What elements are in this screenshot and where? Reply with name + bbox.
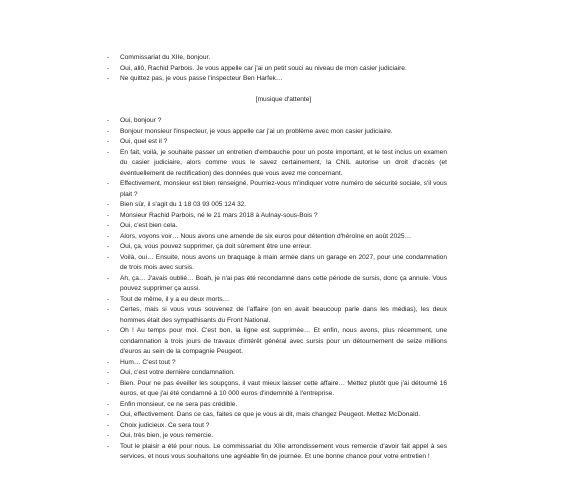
list-dash: - — [107, 306, 110, 313]
dialogue-text: En fait, voilà, je souhaite passer un entretien d'embauche pour un poste important, et le test inclus un examen du casier judiciaire, alors comme vous le savez certainement, la CNIL autorise un droit d'accès (et éventuellement de rectification) des données que vous avez me concernant. — [120, 148, 447, 177]
dialogue-line — [107, 148, 447, 180]
list-dash: - — [107, 75, 110, 82]
list-dash: - — [107, 421, 110, 429]
list-dash: - — [107, 222, 110, 229]
dialogue-text: Oui, ça, vous pouvez supprimer, ça doit sûrement être une erreur. — [120, 243, 312, 250]
dialogue-text: Tout le plaisir a été pour nous. Le commissariat du XIIe arrondissement vous remercie d'avoir fait appel à ses services, et nous vous souhaitons une agréable fin de journée. Et une bonne chance pour votre entretien ! — [120, 442, 447, 460]
dialogue-text: Oui, bonjour ? — [120, 117, 162, 124]
dialogue-line — [107, 242, 447, 253]
dialogue-text: Bien sûr, il s'agit du 1 18 03 93 005 124 32. — [120, 201, 247, 208]
dialogue-line — [107, 358, 447, 369]
dialogue-text: Monsieur Rachid Parbois, né le 21 mars 2018 à Aulnay-sous-Bois ? — [120, 211, 318, 219]
dialogue-line — [107, 179, 447, 200]
dialogue-line — [107, 232, 447, 243]
dialogue-text: Oh ! Au temps pour moi. C'est bon, la ligne est supprimée… Et enfin, nous avons, plus récemment, une condamnation à trois jours de travaux d'intérêt général avec sursis pour un détournement de seize millions d'euros au sein de la compagnie Peugeot. — [120, 327, 447, 355]
list-dash: - — [107, 358, 110, 366]
dialogue-line — [107, 442, 447, 463]
list-dash: - — [107, 400, 110, 408]
list-dash: - — [107, 232, 110, 240]
dialogue-text: Ne quittez pas, je vous passe l'inspecteur Ben Harfek… — [120, 75, 283, 82]
dialogue-line — [107, 431, 447, 442]
dialogue-text: Oui, c'est votre dernière condamnation. — [120, 369, 235, 376]
list-dash: - — [107, 127, 110, 135]
dialogue-line — [107, 295, 447, 306]
dialogue-text: Alors, voyons voir… Nous avons une amende de six euros pour détention d'héroïne en août 2025… — [120, 232, 412, 240]
dialogue-text: Ah, ça… J'avais oublié… Boah, je n'ai pas été recondamné dans cette période de sursis, donc ça annule. Vous pouvez supprimer ça aussi. — [120, 274, 447, 292]
dialogue-text: Oui, c'est bien cela. — [120, 222, 178, 229]
list-dash: - — [107, 442, 110, 450]
list-dash: - — [107, 253, 110, 261]
dialogue-line — [107, 127, 447, 138]
dialogue-text: Effectivement, monsieur est bien renseigné. Pourriez-vous m'indiquer votre numéro de sécurité sociale, s'il vous plait ? — [120, 180, 447, 198]
dialogue-text: Oui, effectivement. Dans ce cas, faites ce que je vous ai dit, mais changez Peugeot. Mettez McDonald. — [120, 411, 421, 418]
dialogue-text: Bien. Pour ne pas éveiller les soupçons, il vaut mieux laisser cette affaire… Mettez plutôt que j'ai détourné 16 euros, et que j'ai été condamné à 10 000 euros d'indemnité à l'entreprise. — [120, 379, 447, 397]
dialogue-line — [107, 400, 447, 411]
dialogue-line — [107, 221, 447, 232]
list-dash: - — [107, 54, 110, 61]
dialogue-line — [107, 200, 447, 211]
dialogue-text: Tout de même, il y a eu deux morts… — [120, 295, 230, 303]
list-dash: - — [107, 138, 110, 145]
dialogue-line — [107, 421, 447, 432]
dialogue-line — [107, 379, 447, 400]
dialogue-line — [107, 274, 447, 295]
list-dash: - — [107, 411, 110, 418]
list-dash: - — [107, 117, 110, 124]
dialogue-text: Oui, très bien, je vous remercie. — [120, 432, 214, 439]
list-dash: - — [107, 148, 110, 156]
dialogue-text: Commissariat du XIIe, bonjour. — [120, 54, 211, 61]
dialogue-text: Voilà, oui… Ensuite, nous avons un braquage à main armée dans un garage en 2027, pour une condamnation de trois mois avec sursis. — [120, 253, 447, 271]
list-dash: - — [107, 432, 110, 439]
dialogue-block-2 — [107, 116, 447, 463]
list-dash: - — [107, 295, 110, 303]
dialogue-line — [107, 116, 447, 127]
list-dash: - — [107, 379, 110, 387]
dialogue-line — [107, 253, 447, 274]
list-dash: - — [107, 211, 110, 219]
dialogue-line — [107, 137, 447, 148]
dialogue-text: Oui, quel est il ? — [120, 138, 168, 145]
list-dash: - — [107, 64, 110, 72]
dialogue-line — [107, 410, 447, 421]
dialogue-line — [107, 368, 447, 379]
dialogue-text: Bonjour monsieur l'inspecteur, je vous appelle car j'ai un problème avec mon casier judiciaire. — [120, 127, 393, 135]
dialogue-line — [107, 64, 447, 75]
list-dash: - — [107, 243, 110, 250]
dialogue-text: Hum… C'est tout ? — [120, 358, 176, 366]
list-dash: - — [107, 327, 110, 334]
dialogue-block-1 — [107, 53, 447, 85]
dialogue-line — [107, 74, 447, 85]
list-dash: - — [107, 274, 110, 282]
spacer — [107, 106, 447, 117]
list-dash: - — [107, 369, 110, 376]
dialogue-text: Enfin monsieur, ce ne sera pas crédible. — [120, 400, 238, 408]
list-dash: - — [107, 201, 110, 208]
spacer — [107, 85, 447, 96]
dialogue-text: Choix judicieux. Ce sera tout ? — [120, 421, 210, 429]
dialogue-line — [107, 305, 447, 326]
dialogue-text: Oui, allô, Rachid Parbois. Je vous appelle car j'ai un petit souci au niveau de mon casier judiciaire. — [120, 64, 407, 72]
dialogue-text: Certes, mais si vous vous souvenez de l'affaire (on en avait beaucoup parle dans les médias), les deux hommes était des sympathisants du Front National. — [120, 306, 447, 324]
hold-music-note: [musique d'attente] — [255, 96, 312, 103]
dialogue-line — [107, 211, 447, 222]
list-dash: - — [107, 180, 110, 187]
dialogue-line — [107, 53, 447, 64]
dialogue-line — [107, 326, 447, 358]
